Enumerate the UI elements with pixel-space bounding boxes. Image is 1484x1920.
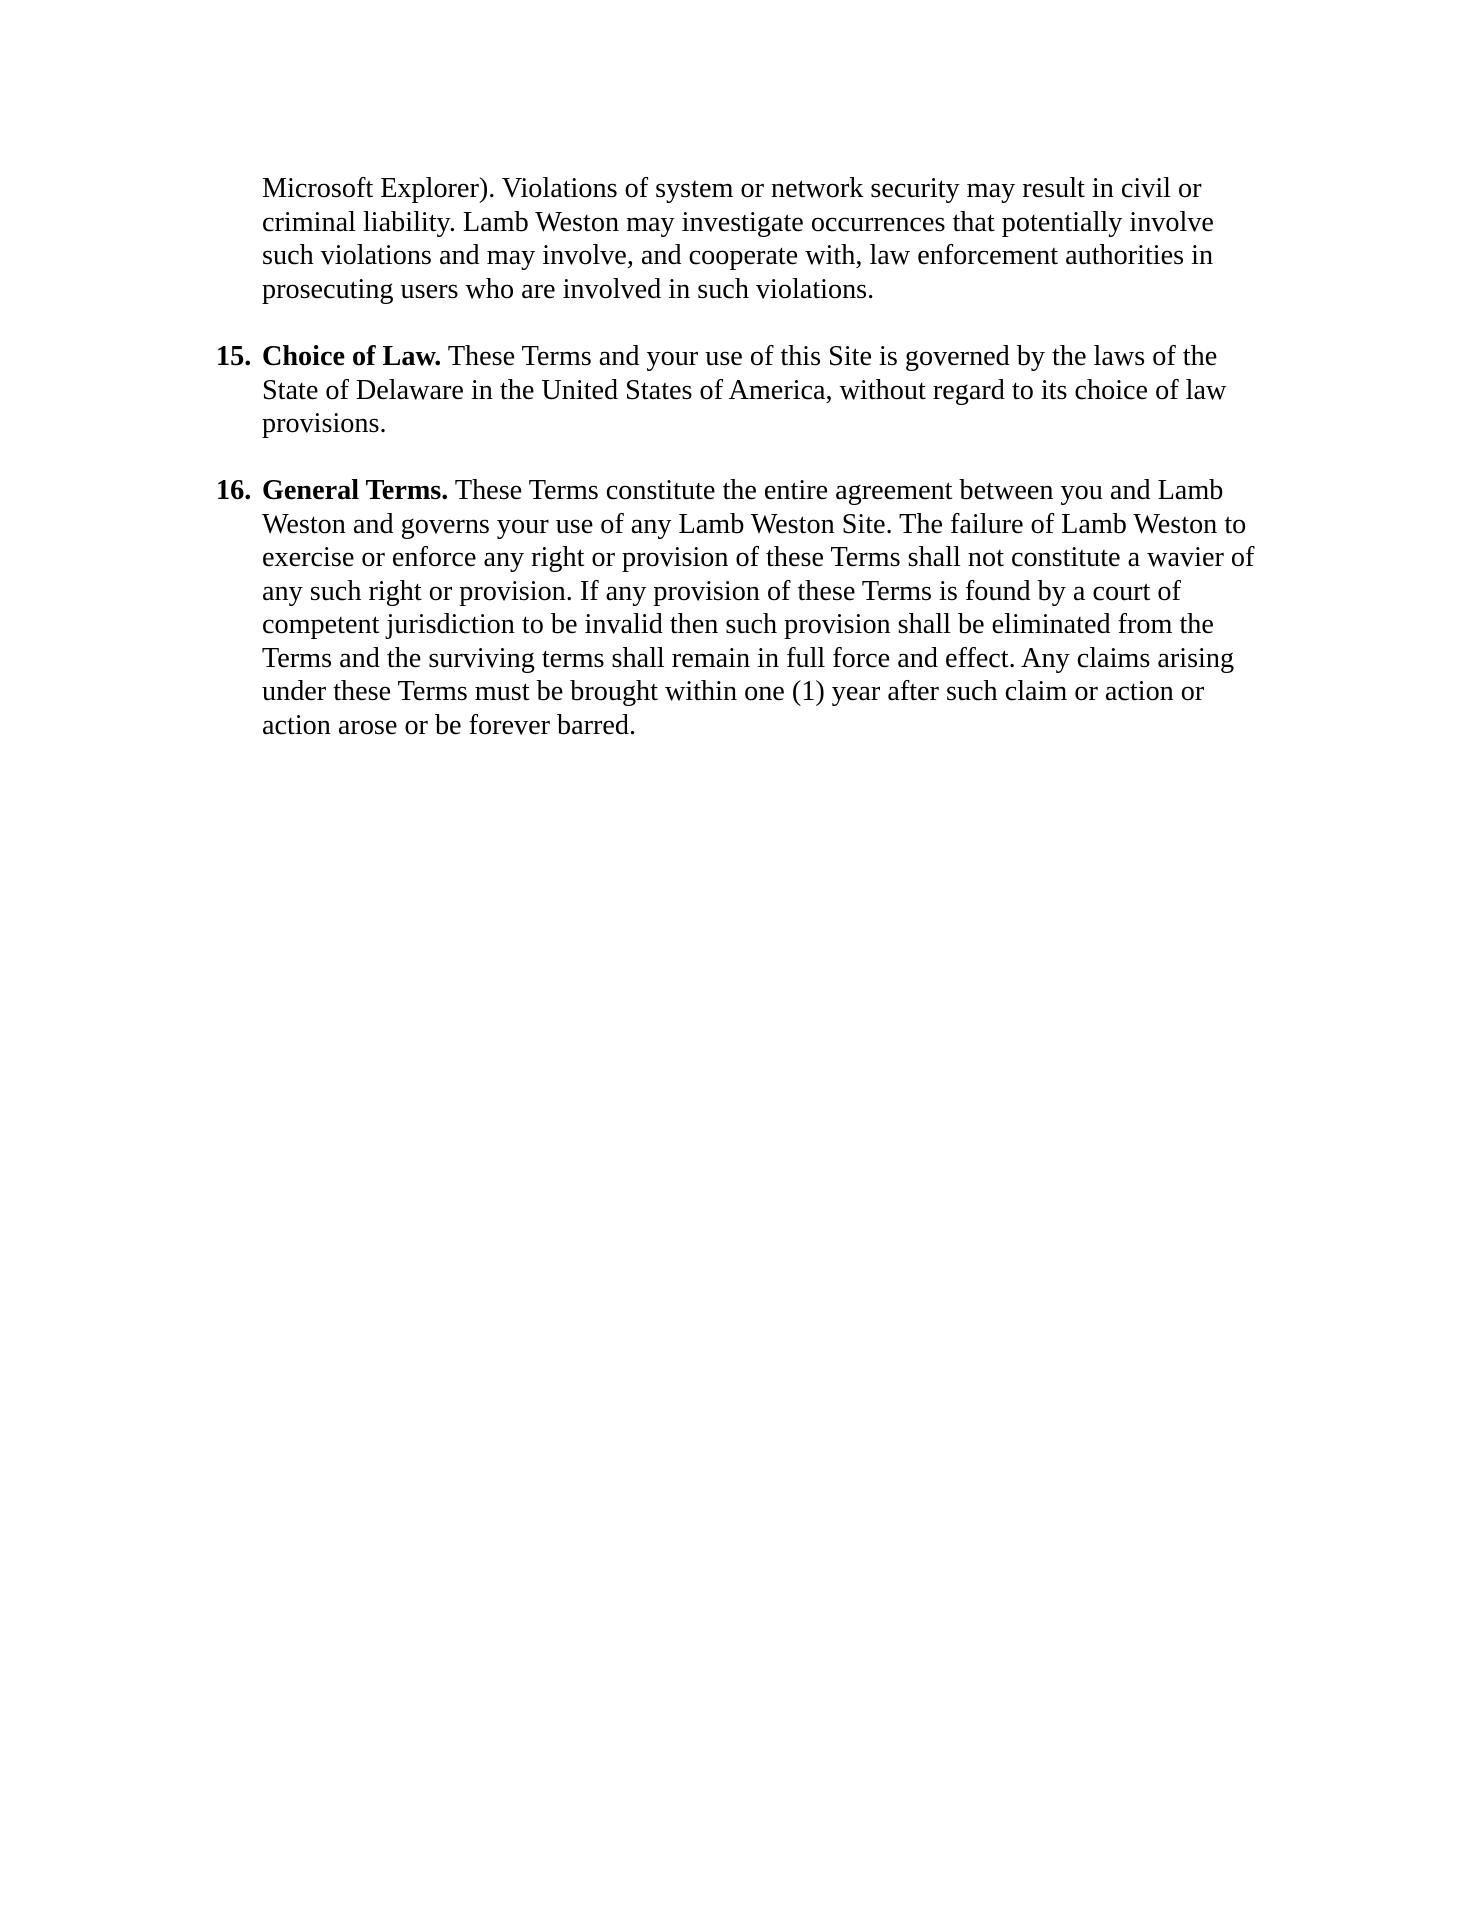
text-line: competent jurisdiction to be invalid then such provision shall be eliminated from the — [262, 609, 1214, 640]
text-line: under these Terms must be brought within one (1) year after such claim or action or — [262, 676, 1205, 707]
text-line: Weston and governs your use of any Lamb Weston Site. The failure of Lamb Weston to — [262, 508, 1247, 540]
section-number: 16. — [216, 475, 252, 506]
text-line: any such right or provision. If any provision of these Terms is found by a court of — [262, 575, 1181, 607]
section-heading: General Terms. — [262, 475, 449, 506]
section-first-line-text: These Terms and your use of this Site is governed by the laws of the — [441, 341, 1218, 372]
text-line: such violations and may involve, and cooperate with, law enforcement authorities in — [262, 240, 1214, 271]
section-number: 15. — [216, 341, 252, 372]
text-line: action arose or be forever barred. — [262, 709, 637, 741]
section-heading: Choice of Law. — [262, 341, 442, 372]
section-first-line-text: These Terms constitute the entire agreement between you and Lamb — [448, 475, 1224, 506]
continuation-paragraph — [262, 172, 1302, 306]
text-line: provisions. — [262, 408, 387, 439]
text-line: exercise or enforce any right or provision of these Terms shall not constitute a wavier of — [262, 542, 1255, 573]
section-first-line — [262, 340, 1226, 374]
section-body — [262, 340, 1226, 441]
text-line: State of Delaware in the United States of America, without regard to its choice of law — [262, 374, 1227, 406]
text-line: criminal liability. Lamb Weston may investigate occurrences that potentially involve — [262, 206, 1214, 238]
text-line: Terms and the surviving terms shall remain in full force and effect. Any claims arising — [262, 642, 1235, 674]
section-body — [262, 474, 1254, 742]
text-line: Microsoft Explorer). Violations of system or network security may result in civil or — [262, 173, 1202, 204]
section-first-line — [262, 474, 1254, 508]
text-line: prosecuting users who are involved in such violations. — [262, 273, 875, 305]
